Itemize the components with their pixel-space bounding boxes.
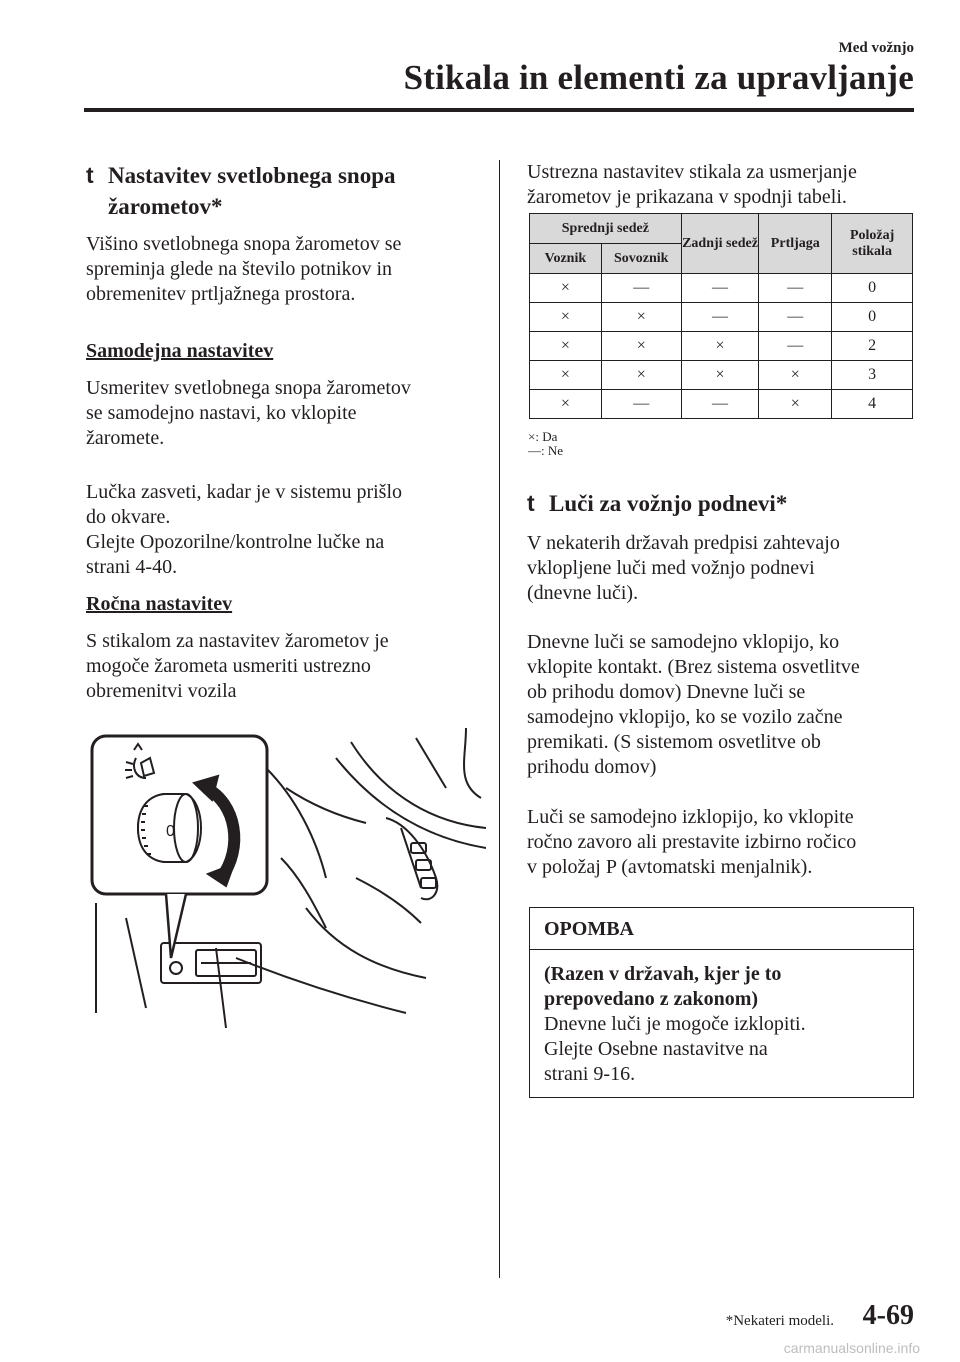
table-intro: Ustrezna nastavitev stikala za usmerjanje žarometov je prikazana v spodnji tabeli. <box>527 161 857 208</box>
daytime-lights-text-1: V nekaterih državah predpisi zahtevajo vklopljene luči med vožnjo podnevi (dnevne luči). <box>527 532 840 604</box>
table-cell: — <box>759 332 832 361</box>
heading-bullet: t <box>527 490 535 516</box>
legend-yes: ×: Da <box>528 429 558 444</box>
auto-adjust-title: Samodejna nastavitev <box>86 340 274 362</box>
heading-text: Nastavitev svetlobnega snopa žarometov* <box>108 163 396 219</box>
table-cell: 3 <box>832 361 913 390</box>
header-passenger: Sovoznik <box>601 244 681 274</box>
note-condition: (Razen v državah, kjer je to prepovedano z zakonom) <box>544 963 782 1010</box>
table-cell: × <box>601 361 681 390</box>
chapter-title: Stikala in elementi za upravljanje <box>403 58 914 97</box>
header-luggage: Prtljaga <box>759 214 832 274</box>
table-cell: × <box>530 390 602 419</box>
daytime-lights-text-2: Dnevne luči se samodejno vklopijo, ko vklopite kontakt. (Brez sistema osvetlitve ob prihodu domov) Dnevne luči se samodejno vklopijo, ko se vozilo začne premikati. (S sistemom osvetlitve ob prihodu domov) <box>527 631 860 778</box>
table-cell: × <box>530 303 602 332</box>
table-cell: 0 <box>832 303 913 332</box>
table-row <box>530 361 913 390</box>
auto-adjust-text: Usmeritev svetlobnega snopa žarometov se samodejno nastavi, ko vklopite žaromete. <box>86 377 411 449</box>
warning-light-text: Lučka zasveti, kadar je v sistemu prišlo do okvare. Glejte Opozorilne/kontrolne lučke na strani 4-40. <box>86 481 403 578</box>
legend-no: —: Ne <box>528 443 564 458</box>
table-cell: × <box>759 390 832 419</box>
table-cell: × <box>601 332 681 361</box>
table-cell: 0 <box>832 274 913 303</box>
manual-adjust-text: S stikalom za nastavitev žarometov je mogoče žarometa usmeriti ustrezno obremenitvi vozila <box>86 630 389 702</box>
note-box <box>529 907 914 1098</box>
table-cell: — <box>681 390 759 419</box>
table-row <box>530 390 913 419</box>
column-divider <box>499 160 500 1278</box>
table-cell: × <box>601 303 681 332</box>
table-cell: 4 <box>832 390 913 419</box>
heading-text: Luči za vožnjo podnevi* <box>549 491 788 516</box>
table-cell: — <box>601 274 681 303</box>
note-title: OPOMBA <box>530 908 913 950</box>
page-number: 4-69 <box>862 1300 914 1331</box>
table-cell: × <box>530 274 602 303</box>
headlight-leveling-heading <box>86 160 486 222</box>
manual-adjust-title: Ročna nastavitev <box>86 593 233 615</box>
table-cell: — <box>759 303 832 332</box>
header-front-seat: Sprednji sedež <box>530 214 682 244</box>
table-cell: — <box>681 303 759 332</box>
table-cell: × <box>530 361 602 390</box>
table-cell: × <box>681 332 759 361</box>
table-row <box>530 332 913 361</box>
daytime-lights-heading <box>527 488 927 519</box>
table-cell: × <box>759 361 832 390</box>
table-cell: — <box>759 274 832 303</box>
header-rear-seat: Zadnji sedež <box>681 214 759 274</box>
watermark: carmanualsonline.info <box>783 1340 920 1356</box>
table-cell: × <box>681 361 759 390</box>
table-cell: — <box>601 390 681 419</box>
heading-bullet: t <box>86 162 94 188</box>
daytime-lights-text-3: Luči se samodejno izklopijo, ko vklopite ročno zavoro ali prestavite izbirno ročico v položaj P (avtomatski menjalnik). <box>527 806 857 878</box>
table-cell: × <box>530 332 602 361</box>
table-row <box>530 274 913 303</box>
section-name: Med vožnjo <box>838 40 914 56</box>
leveling-table <box>529 213 913 419</box>
table-cell: 2 <box>832 332 913 361</box>
headlight-leveling-illustration <box>86 728 486 1028</box>
dial-label: 0 <box>166 823 175 840</box>
table-row <box>530 303 913 332</box>
note-text: Dnevne luči je mogoče izklopiti. Glejte Osebne nastavitve na strani 9-16. <box>544 1013 806 1085</box>
note-body <box>544 962 903 1087</box>
footnote: *Nekateri modeli. <box>725 1313 834 1329</box>
intro-paragraph: Višino svetlobnega snopa žarometov se spreminja glede na število potnikov in obremenitev prtljažnega prostora. <box>86 233 402 305</box>
header-rule <box>84 108 914 112</box>
table-cell: — <box>681 274 759 303</box>
header-driver: Voznik <box>530 244 602 274</box>
header-switch-position: Položaj stikala <box>832 214 913 274</box>
